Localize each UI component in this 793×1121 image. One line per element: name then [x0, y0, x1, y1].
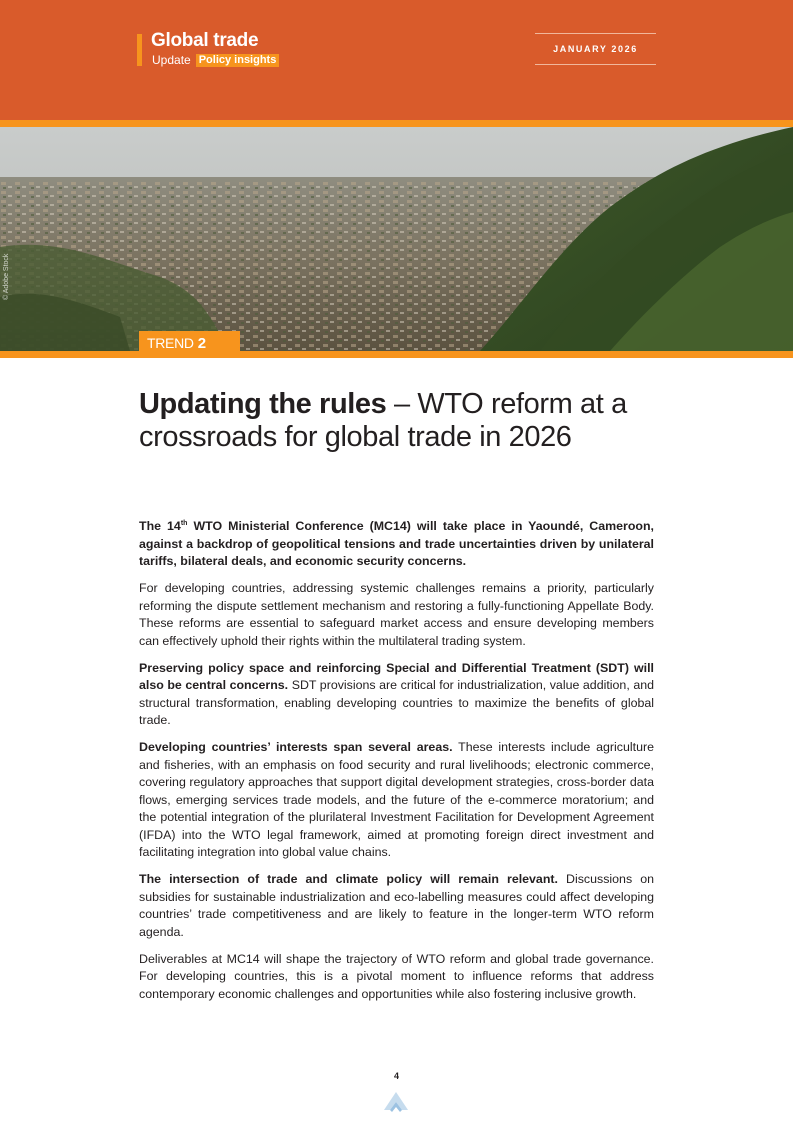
paragraph-4-lead: Developing countries’ interests span several areas. — [139, 740, 453, 755]
brand-update-label: Update — [152, 53, 191, 67]
up-arrow-icon[interactable] — [383, 1090, 409, 1119]
trend-label: TREND — [147, 335, 194, 351]
page-number: 4 — [393, 1071, 399, 1081]
brand-accent-bar — [137, 34, 142, 66]
paragraph-2: For developing countries, addressing systemic challenges remains a priority, particularly reforming the dispute settlement mechanism and restoring a fully-functioning Appellate Body. These reforms are essential to safeguard market access and ensure developing members can effectively uphold their rights within the multilateral trading system. — [139, 581, 654, 648]
paragraph-3-lead: Preserving policy space and reinforcing Special and Differential Treatment (SDT) will also be central concerns. — [139, 660, 654, 693]
title-bold: Updating the rules — [139, 388, 387, 420]
paragraph-5-lead: The intersection of trade and climate policy will remain relevant. — [139, 872, 558, 887]
paragraph-3 — [139, 660, 654, 730]
paragraph-4-text: These interests include agriculture and fisheries, with an emphasis on food security and rural livelihoods; electronic commerce, covering regulatory approaches that support digital development strategies, cross-border data flows, emerging services trade models, and the future of the e-commerce moratorium; and the potential integration of the plurilateral Investment Facilitation for Development Agreement (IFDA) into the WTO legal framework, aimed at promoting foreign direct investment and facilitating integration into global value chains. — [139, 740, 654, 860]
trend-number: 2 — [197, 334, 206, 352]
paragraph-6: Deliverables at MC14 will shape the trajectory of WTO reform and global trade governance. For developing countries, this is a pivotal moment to influence reforms that address contemporary economic challenges and opportunities while also fostering inclusive growth. — [139, 951, 654, 1001]
brand-subtitle — [152, 53, 279, 67]
brand-title: Global trade — [151, 30, 259, 51]
paragraph-4 — [139, 739, 654, 862]
issue-date: JANUARY 2026 — [535, 33, 656, 65]
article-body — [139, 515, 654, 1013]
paragraph-5 — [139, 871, 654, 941]
accent-stripe-top — [0, 120, 793, 127]
lead-superscript: th — [180, 520, 188, 527]
photo-credit: © Adobe Stock — [3, 253, 10, 300]
page-title — [139, 388, 659, 454]
lead-text-end: WTO Ministerial Conference (MC14) will take place in Yaoundé, Cameroon, against a backdrop of geopolitical tensions and trade uncertainties driven by unilateral tariffs, bilateral deals, and economic security concerns. — [139, 519, 654, 569]
paragraph-5-text: Discussions on subsidies for sustainable industrialization and eco-labelling measures could affect developing countries’ trade competitiveness and are likely to feature in the longer-term WTO reform agenda. — [139, 872, 654, 939]
page-header — [0, 0, 793, 120]
lead-paragraph — [139, 515, 654, 571]
accent-stripe-bottom — [0, 351, 793, 358]
brand-badge: Policy insights — [196, 54, 280, 67]
title-rest: – WTO reform at a crossroads for global trade in 2026 — [139, 388, 627, 453]
trend-badge — [139, 331, 240, 355]
lead-text-start: The 14 — [139, 519, 181, 534]
city-photo — [0, 127, 793, 351]
paragraph-3-text: SDT provisions are critical for industrialization, value addition, and structural transformation, enabling developing countries to maximize the benefits of global trade. — [139, 678, 655, 728]
